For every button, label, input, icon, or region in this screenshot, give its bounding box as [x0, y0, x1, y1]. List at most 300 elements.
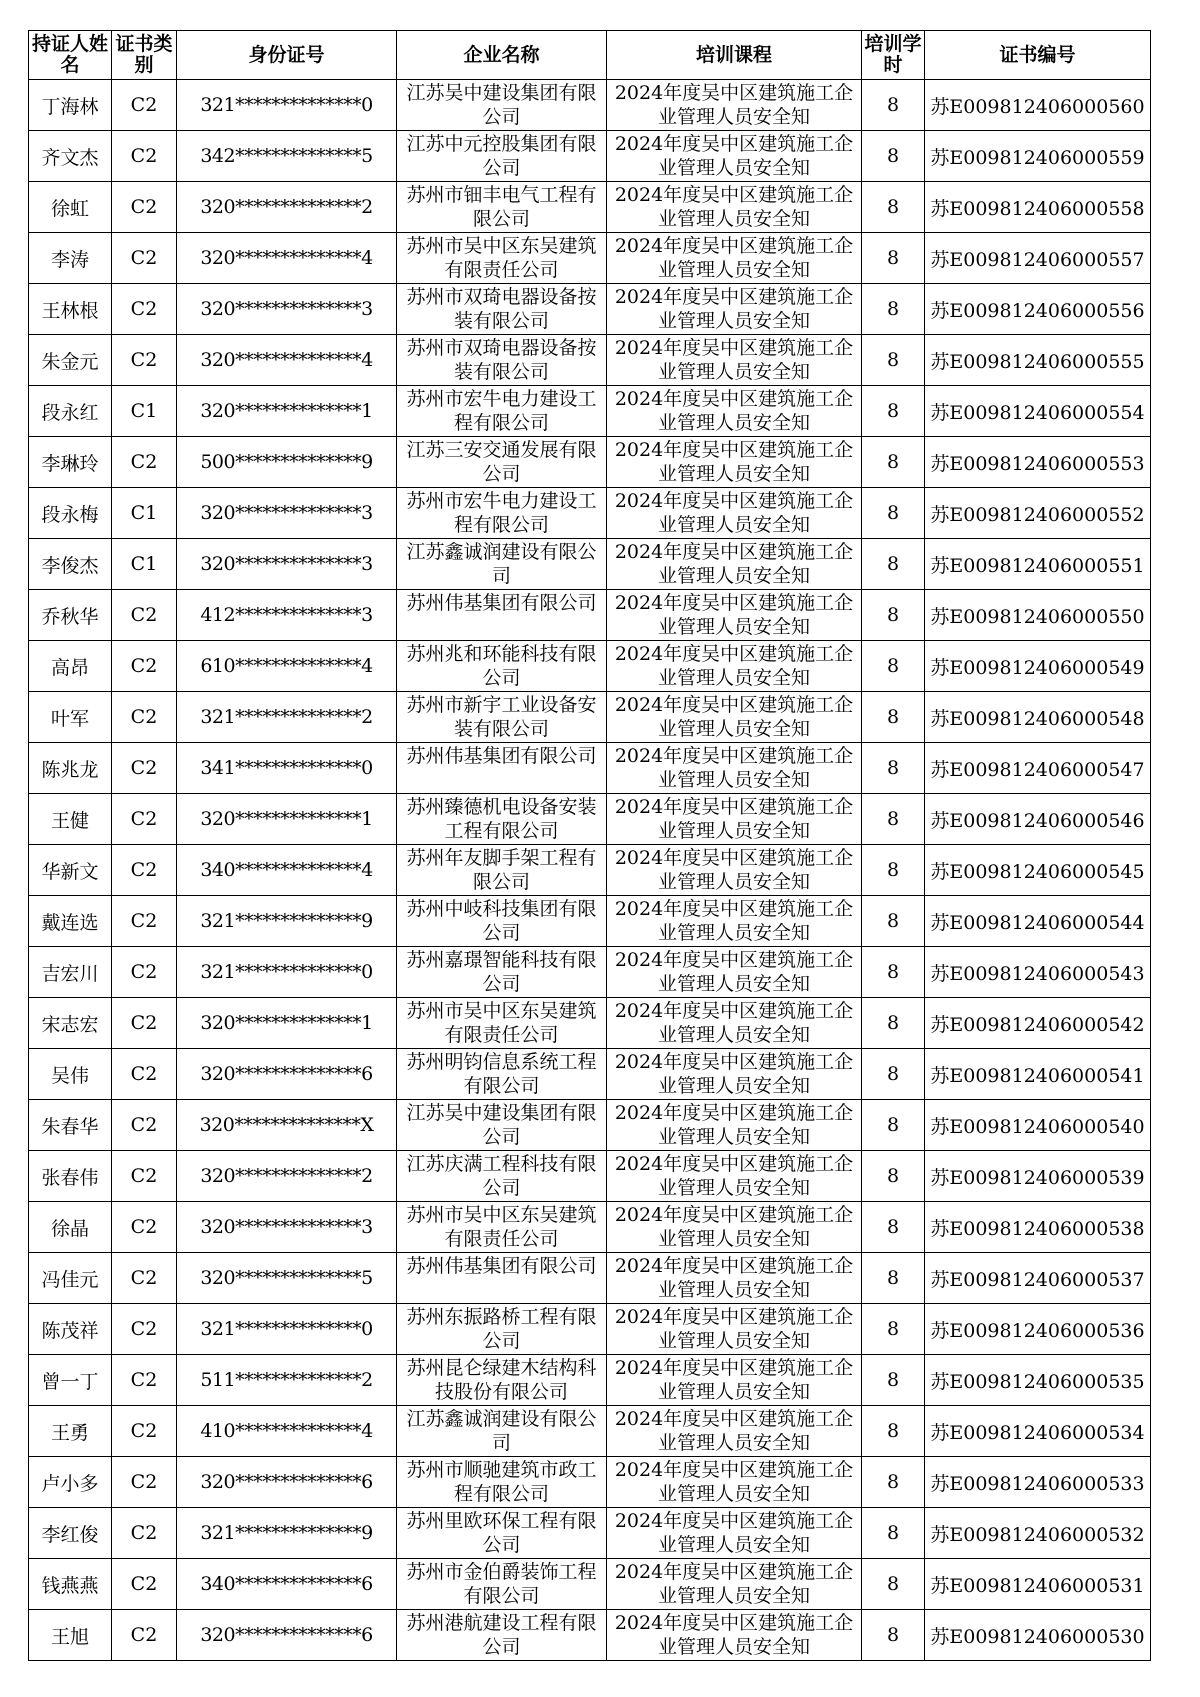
cell-holder-name: 丁海林 — [29, 80, 112, 131]
cell-company-name-text: 苏州昆仑绿建木结构科技股份有限公司 — [406, 1357, 597, 1403]
cell-training-hours: 8 — [862, 794, 925, 845]
cell-id-number: 320**************6 — [177, 1457, 397, 1508]
cell-cert-type: C2 — [112, 845, 177, 896]
cell-cert-number: 苏E009812406000531 — [925, 1559, 1151, 1610]
cell-company-name-text: 苏州伟基集团有限公司 — [406, 1255, 597, 1277]
table-row — [29, 1457, 1151, 1508]
table-row — [29, 233, 1151, 284]
cell-cert-type: C1 — [112, 386, 177, 437]
cell-training-course — [607, 1304, 862, 1355]
cell-cert-type: C2 — [112, 284, 177, 335]
cell-id-number: 340**************4 — [177, 845, 397, 896]
cell-holder-name: 吉宏川 — [29, 947, 112, 998]
cell-training-course — [607, 335, 862, 386]
cell-id-number: 321**************0 — [177, 947, 397, 998]
table-row — [29, 743, 1151, 794]
cell-company-name — [397, 590, 607, 641]
cell-holder-name: 李俊杰 — [29, 539, 112, 590]
cell-id-number: 320**************3 — [177, 284, 397, 335]
cell-training-course — [607, 1406, 862, 1457]
cell-cert-type: C2 — [112, 1100, 177, 1151]
cell-company-name-text: 江苏庆满工程科技有限公司 — [406, 1153, 597, 1199]
cell-holder-name: 张春伟 — [29, 1151, 112, 1202]
cell-training-course-text: 2024年度吴中区建筑施工企业管理人员安全知 — [614, 898, 854, 944]
cell-company-name — [397, 1049, 607, 1100]
cell-training-course-text: 2024年度吴中区建筑施工企业管理人员安全知 — [614, 286, 854, 332]
cell-id-number: 320**************1 — [177, 386, 397, 437]
cell-holder-name: 乔秋华 — [29, 590, 112, 641]
cell-company-name-text: 江苏鑫诚润建设有限公司 — [406, 1408, 597, 1454]
cell-cert-type: C2 — [112, 1457, 177, 1508]
cell-cert-number: 苏E009812406000543 — [925, 947, 1151, 998]
cell-training-course — [607, 590, 862, 641]
cell-cert-number: 苏E009812406000537 — [925, 1253, 1151, 1304]
cell-company-name — [397, 335, 607, 386]
cell-company-name-text: 苏州市新宇工业设备安装有限公司 — [406, 694, 597, 740]
table-row — [29, 947, 1151, 998]
cell-training-hours: 8 — [862, 641, 925, 692]
cell-company-name — [397, 1100, 607, 1151]
table-row — [29, 1406, 1151, 1457]
cell-training-course-text: 2024年度吴中区建筑施工企业管理人员安全知 — [614, 82, 854, 128]
cell-training-hours: 8 — [862, 1049, 925, 1100]
cell-training-course — [607, 1151, 862, 1202]
cell-company-name — [397, 1559, 607, 1610]
cell-training-course-text: 2024年度吴中区建筑施工企业管理人员安全知 — [614, 1357, 854, 1403]
cell-training-course — [607, 131, 862, 182]
cell-training-course-text: 2024年度吴中区建筑施工企业管理人员安全知 — [614, 592, 854, 638]
cell-company-name-text: 江苏中元控股集团有限公司 — [406, 133, 597, 179]
cell-id-number: 320**************6 — [177, 1610, 397, 1661]
cell-company-name-text: 苏州港航建设工程有限公司 — [406, 1612, 597, 1658]
table-row — [29, 284, 1151, 335]
cell-id-number: 320**************6 — [177, 1049, 397, 1100]
cell-holder-name: 叶军 — [29, 692, 112, 743]
cell-id-number: 321**************0 — [177, 1304, 397, 1355]
cell-training-course-text: 2024年度吴中区建筑施工企业管理人员安全知 — [614, 1204, 854, 1250]
cell-training-course — [607, 641, 862, 692]
cell-holder-name: 华新文 — [29, 845, 112, 896]
cell-training-course — [607, 1253, 862, 1304]
table-row — [29, 1304, 1151, 1355]
cell-company-name-text: 苏州兆和环能科技有限公司 — [406, 643, 597, 689]
cell-company-name — [397, 1610, 607, 1661]
cell-company-name-text: 苏州里欧环保工程有限公司 — [406, 1510, 597, 1556]
cell-cert-number: 苏E009812406000556 — [925, 284, 1151, 335]
cell-training-course-text: 2024年度吴中区建筑施工企业管理人员安全知 — [614, 235, 854, 281]
table-body — [29, 80, 1151, 1661]
cell-holder-name: 王旭 — [29, 1610, 112, 1661]
cell-cert-number: 苏E009812406000554 — [925, 386, 1151, 437]
cell-company-name — [397, 488, 607, 539]
cell-company-name-text: 苏州市钿丰电气工程有限公司 — [406, 184, 597, 230]
header-company-name: 企业名称 — [397, 31, 607, 80]
cell-company-name-text: 苏州伟基集团有限公司 — [406, 592, 597, 614]
cell-training-course — [607, 743, 862, 794]
cell-company-name — [397, 386, 607, 437]
cell-training-hours: 8 — [862, 845, 925, 896]
cell-id-number: 320**************4 — [177, 335, 397, 386]
cell-id-number: 320**************3 — [177, 488, 397, 539]
cell-id-number: 320**************1 — [177, 794, 397, 845]
cell-training-course — [607, 539, 862, 590]
cell-company-name-text: 江苏三安交通发展有限公司 — [406, 439, 597, 485]
cell-cert-type: C2 — [112, 1406, 177, 1457]
cell-training-hours: 8 — [862, 284, 925, 335]
cell-training-hours: 8 — [862, 335, 925, 386]
table-row — [29, 1253, 1151, 1304]
cell-cert-number: 苏E009812406000560 — [925, 80, 1151, 131]
cell-training-course-text: 2024年度吴中区建筑施工企业管理人员安全知 — [614, 643, 854, 689]
cell-training-hours: 8 — [862, 1151, 925, 1202]
cell-training-course — [607, 284, 862, 335]
cell-training-hours: 8 — [862, 1508, 925, 1559]
cell-holder-name: 高昂 — [29, 641, 112, 692]
cell-id-number: 320**************1 — [177, 998, 397, 1049]
table-row — [29, 1355, 1151, 1406]
cell-company-name-text: 江苏鑫诚润建设有限公司 — [406, 541, 597, 587]
cell-cert-number: 苏E009812406000538 — [925, 1202, 1151, 1253]
cell-holder-name: 段永梅 — [29, 488, 112, 539]
cell-training-course-text: 2024年度吴中区建筑施工企业管理人员安全知 — [614, 1255, 854, 1301]
cell-cert-type: C1 — [112, 539, 177, 590]
cell-training-course — [607, 947, 862, 998]
cell-cert-number: 苏E009812406000540 — [925, 1100, 1151, 1151]
cell-holder-name: 宋志宏 — [29, 998, 112, 1049]
cell-cert-type: C2 — [112, 1559, 177, 1610]
cell-company-name-text: 苏州伟基集团有限公司 — [406, 745, 597, 767]
cell-id-number: 321**************0 — [177, 80, 397, 131]
header-cert-number: 证书编号 — [925, 31, 1151, 80]
cell-cert-number: 苏E009812406000550 — [925, 590, 1151, 641]
cell-training-hours: 8 — [862, 1202, 925, 1253]
cell-training-course — [607, 1100, 862, 1151]
cell-id-number: 410**************4 — [177, 1406, 397, 1457]
cell-training-hours: 8 — [862, 182, 925, 233]
cell-training-hours: 8 — [862, 1304, 925, 1355]
cell-training-course-text: 2024年度吴中区建筑施工企业管理人员安全知 — [614, 1561, 854, 1607]
cell-training-course-text: 2024年度吴中区建筑施工企业管理人员安全知 — [614, 388, 854, 434]
cell-training-course — [607, 1355, 862, 1406]
cell-holder-name: 朱金元 — [29, 335, 112, 386]
table-header-row — [29, 31, 1151, 80]
cell-training-hours: 8 — [862, 1253, 925, 1304]
cell-training-hours: 8 — [862, 131, 925, 182]
table-row — [29, 488, 1151, 539]
cell-training-course-text: 2024年度吴中区建筑施工企业管理人员安全知 — [614, 847, 854, 893]
cell-training-course — [607, 386, 862, 437]
cell-cert-type: C2 — [112, 794, 177, 845]
cell-id-number: 412**************3 — [177, 590, 397, 641]
cell-id-number: 341**************0 — [177, 743, 397, 794]
cell-training-course — [607, 794, 862, 845]
cell-cert-number: 苏E009812406000530 — [925, 1610, 1151, 1661]
header-training-hours: 培训学时 — [862, 31, 925, 80]
header-training-course: 培训课程 — [607, 31, 862, 80]
cell-training-course-text: 2024年度吴中区建筑施工企业管理人员安全知 — [614, 1510, 854, 1556]
cell-company-name — [397, 1508, 607, 1559]
cell-training-course-text: 2024年度吴中区建筑施工企业管理人员安全知 — [614, 745, 854, 791]
cell-cert-type: C2 — [112, 1355, 177, 1406]
cell-cert-number: 苏E009812406000544 — [925, 896, 1151, 947]
table-row — [29, 539, 1151, 590]
cell-cert-type: C2 — [112, 1610, 177, 1661]
cell-training-course — [607, 1559, 862, 1610]
table-row — [29, 590, 1151, 641]
table-row — [29, 896, 1151, 947]
cell-holder-name: 冯佳元 — [29, 1253, 112, 1304]
cell-training-course-text: 2024年度吴中区建筑施工企业管理人员安全知 — [614, 439, 854, 485]
table-row — [29, 692, 1151, 743]
cell-company-name — [397, 1253, 607, 1304]
cell-id-number: 320**************4 — [177, 233, 397, 284]
cell-cert-number: 苏E009812406000547 — [925, 743, 1151, 794]
cell-company-name — [397, 437, 607, 488]
cell-training-course-text: 2024年度吴中区建筑施工企业管理人员安全知 — [614, 337, 854, 383]
cell-holder-name: 徐晶 — [29, 1202, 112, 1253]
cell-training-course — [607, 692, 862, 743]
cell-company-name — [397, 947, 607, 998]
cell-training-hours: 8 — [862, 998, 925, 1049]
cell-training-course-text: 2024年度吴中区建筑施工企业管理人员安全知 — [614, 694, 854, 740]
table-row — [29, 131, 1151, 182]
cell-company-name-text: 苏州嘉璟智能科技有限公司 — [406, 949, 597, 995]
cell-training-course-text: 2024年度吴中区建筑施工企业管理人员安全知 — [614, 133, 854, 179]
table-row — [29, 1202, 1151, 1253]
cell-training-hours: 8 — [862, 590, 925, 641]
table-row — [29, 80, 1151, 131]
cell-cert-type: C2 — [112, 692, 177, 743]
cell-company-name-text: 苏州中岐科技集团有限公司 — [406, 898, 597, 944]
cell-training-course-text: 2024年度吴中区建筑施工企业管理人员安全知 — [614, 1612, 854, 1658]
table-row — [29, 335, 1151, 386]
cell-company-name — [397, 743, 607, 794]
cell-training-hours: 8 — [862, 539, 925, 590]
cell-id-number: 500**************9 — [177, 437, 397, 488]
cell-cert-type: C2 — [112, 947, 177, 998]
cell-company-name-text: 苏州市双琦电器设备按装有限公司 — [406, 337, 597, 383]
cell-company-name — [397, 998, 607, 1049]
cell-holder-name: 李琳玲 — [29, 437, 112, 488]
cell-cert-number: 苏E009812406000545 — [925, 845, 1151, 896]
cell-company-name — [397, 1202, 607, 1253]
cell-cert-type: C2 — [112, 437, 177, 488]
cell-holder-name: 吴伟 — [29, 1049, 112, 1100]
cell-training-hours: 8 — [862, 743, 925, 794]
cell-holder-name: 王健 — [29, 794, 112, 845]
cell-company-name-text: 苏州市双琦电器设备按装有限公司 — [406, 286, 597, 332]
cell-cert-number: 苏E009812406000559 — [925, 131, 1151, 182]
cell-training-course — [607, 1610, 862, 1661]
cell-training-course-text: 2024年度吴中区建筑施工企业管理人员安全知 — [614, 1408, 854, 1454]
table-row — [29, 182, 1151, 233]
table-row — [29, 1100, 1151, 1151]
header-cert-type: 证书类别 — [112, 31, 177, 80]
cell-cert-type: C2 — [112, 590, 177, 641]
cell-training-hours: 8 — [862, 80, 925, 131]
cell-training-course-text: 2024年度吴中区建筑施工企业管理人员安全知 — [614, 949, 854, 995]
cell-cert-number: 苏E009812406000555 — [925, 335, 1151, 386]
cell-company-name — [397, 1406, 607, 1457]
cell-company-name — [397, 1457, 607, 1508]
cell-training-hours: 8 — [862, 1559, 925, 1610]
cell-company-name-text: 江苏吴中建设集团有限公司 — [406, 1102, 597, 1148]
cell-cert-number: 苏E009812406000535 — [925, 1355, 1151, 1406]
cell-company-name-text: 苏州年友脚手架工程有限公司 — [406, 847, 597, 893]
cell-cert-number: 苏E009812406000546 — [925, 794, 1151, 845]
cell-id-number: 511**************2 — [177, 1355, 397, 1406]
cell-holder-name: 戴连选 — [29, 896, 112, 947]
cell-company-name-text: 苏州市吴中区东吴建筑有限责任公司 — [406, 235, 597, 281]
cell-company-name — [397, 233, 607, 284]
cell-holder-name: 王林根 — [29, 284, 112, 335]
cell-training-course — [607, 1508, 862, 1559]
cell-company-name-text: 苏州市吴中区东吴建筑有限责任公司 — [406, 1000, 597, 1046]
cell-training-hours: 8 — [862, 1457, 925, 1508]
cell-cert-type: C2 — [112, 743, 177, 794]
cell-company-name — [397, 1151, 607, 1202]
cell-company-name — [397, 80, 607, 131]
table-row — [29, 1610, 1151, 1661]
cell-training-course — [607, 1049, 862, 1100]
cell-training-course — [607, 1202, 862, 1253]
cell-cert-number: 苏E009812406000551 — [925, 539, 1151, 590]
cell-cert-number: 苏E009812406000548 — [925, 692, 1151, 743]
cell-training-hours: 8 — [862, 1100, 925, 1151]
cell-company-name — [397, 794, 607, 845]
cell-company-name — [397, 539, 607, 590]
cell-training-course — [607, 845, 862, 896]
cell-training-hours: 8 — [862, 488, 925, 539]
cell-cert-type: C2 — [112, 335, 177, 386]
cell-company-name — [397, 1304, 607, 1355]
cell-company-name-text: 苏州明钧信息系统工程有限公司 — [406, 1051, 597, 1097]
cell-training-course-text: 2024年度吴中区建筑施工企业管理人员安全知 — [614, 1102, 854, 1148]
header-holder-name: 持证人姓名 — [29, 31, 112, 80]
cell-company-name — [397, 284, 607, 335]
cell-holder-name: 段永红 — [29, 386, 112, 437]
cell-id-number: 320**************5 — [177, 1253, 397, 1304]
table-row — [29, 1559, 1151, 1610]
cell-holder-name: 李红俊 — [29, 1508, 112, 1559]
cell-cert-type: C2 — [112, 896, 177, 947]
cell-id-number: 342**************5 — [177, 131, 397, 182]
cell-cert-type: C2 — [112, 182, 177, 233]
cell-company-name-text: 江苏吴中建设集团有限公司 — [406, 82, 597, 128]
cell-company-name — [397, 182, 607, 233]
cell-cert-number: 苏E009812406000557 — [925, 233, 1151, 284]
cell-holder-name: 王勇 — [29, 1406, 112, 1457]
cell-training-hours: 8 — [862, 1406, 925, 1457]
cell-company-name-text: 苏州市宏牛电力建设工程有限公司 — [406, 490, 597, 536]
table-row — [29, 794, 1151, 845]
cell-training-course-text: 2024年度吴中区建筑施工企业管理人员安全知 — [614, 1153, 854, 1199]
cell-company-name-text: 苏州市金伯爵装饰工程有限公司 — [406, 1561, 597, 1607]
table-row — [29, 1049, 1151, 1100]
cell-cert-type: C2 — [112, 1253, 177, 1304]
cell-id-number: 320**************X — [177, 1100, 397, 1151]
cell-training-course — [607, 80, 862, 131]
cell-company-name — [397, 692, 607, 743]
cell-cert-number: 苏E009812406000552 — [925, 488, 1151, 539]
cell-company-name — [397, 1355, 607, 1406]
cell-id-number: 321**************9 — [177, 896, 397, 947]
cell-cert-number: 苏E009812406000534 — [925, 1406, 1151, 1457]
certificate-table — [28, 30, 1151, 1661]
cell-cert-type: C2 — [112, 1202, 177, 1253]
cell-cert-type: C2 — [112, 1151, 177, 1202]
table-row — [29, 998, 1151, 1049]
cell-training-course — [607, 998, 862, 1049]
cell-training-course-text: 2024年度吴中区建筑施工企业管理人员安全知 — [614, 541, 854, 587]
cell-holder-name: 曾一丁 — [29, 1355, 112, 1406]
cell-cert-type: C2 — [112, 1304, 177, 1355]
cell-training-course-text: 2024年度吴中区建筑施工企业管理人员安全知 — [614, 1306, 854, 1352]
cell-training-hours: 8 — [862, 386, 925, 437]
cell-training-hours: 8 — [862, 947, 925, 998]
cell-holder-name: 陈茂祥 — [29, 1304, 112, 1355]
cell-cert-type: C2 — [112, 1508, 177, 1559]
cell-id-number: 320**************3 — [177, 539, 397, 590]
cell-holder-name: 朱春华 — [29, 1100, 112, 1151]
cell-holder-name: 钱燕燕 — [29, 1559, 112, 1610]
cell-cert-number: 苏E009812406000549 — [925, 641, 1151, 692]
cell-id-number: 321**************9 — [177, 1508, 397, 1559]
cell-company-name-text: 苏州东振路桥工程有限公司 — [406, 1306, 597, 1352]
table-row — [29, 1508, 1151, 1559]
cell-cert-type: C2 — [112, 233, 177, 284]
cell-company-name-text: 苏州市吴中区东吴建筑有限责任公司 — [406, 1204, 597, 1250]
cell-cert-number: 苏E009812406000542 — [925, 998, 1151, 1049]
cell-company-name-text: 苏州市顺驰建筑市政工程有限公司 — [406, 1459, 597, 1505]
cell-training-course-text: 2024年度吴中区建筑施工企业管理人员安全知 — [614, 796, 854, 842]
cell-cert-type: C2 — [112, 80, 177, 131]
table-row — [29, 845, 1151, 896]
table-row — [29, 386, 1151, 437]
cell-company-name — [397, 845, 607, 896]
cell-cert-type: C2 — [112, 131, 177, 182]
cell-holder-name: 卢小多 — [29, 1457, 112, 1508]
cell-cert-type: C2 — [112, 1049, 177, 1100]
cell-training-course — [607, 182, 862, 233]
cell-training-course — [607, 896, 862, 947]
cell-training-course-text: 2024年度吴中区建筑施工企业管理人员安全知 — [614, 184, 854, 230]
cell-company-name-text: 苏州市宏牛电力建设工程有限公司 — [406, 388, 597, 434]
cell-cert-number: 苏E009812406000532 — [925, 1508, 1151, 1559]
cell-id-number: 321**************2 — [177, 692, 397, 743]
cell-holder-name: 齐文杰 — [29, 131, 112, 182]
cell-training-course-text: 2024年度吴中区建筑施工企业管理人员安全知 — [614, 490, 854, 536]
cell-cert-type: C1 — [112, 488, 177, 539]
cell-company-name — [397, 896, 607, 947]
cell-training-course — [607, 437, 862, 488]
cell-holder-name: 徐虹 — [29, 182, 112, 233]
cell-training-course — [607, 1457, 862, 1508]
cell-id-number: 320**************2 — [177, 1151, 397, 1202]
cell-cert-type: C2 — [112, 998, 177, 1049]
cell-cert-type: C2 — [112, 641, 177, 692]
cell-training-hours: 8 — [862, 1355, 925, 1406]
cell-cert-number: 苏E009812406000541 — [925, 1049, 1151, 1100]
cell-company-name — [397, 131, 607, 182]
cell-holder-name: 李涛 — [29, 233, 112, 284]
cell-cert-number: 苏E009812406000558 — [925, 182, 1151, 233]
header-id-number: 身份证号 — [177, 31, 397, 80]
cell-training-course-text: 2024年度吴中区建筑施工企业管理人员安全知 — [614, 1459, 854, 1505]
cell-cert-number: 苏E009812406000533 — [925, 1457, 1151, 1508]
cell-training-course — [607, 488, 862, 539]
cell-training-course-text: 2024年度吴中区建筑施工企业管理人员安全知 — [614, 1051, 854, 1097]
